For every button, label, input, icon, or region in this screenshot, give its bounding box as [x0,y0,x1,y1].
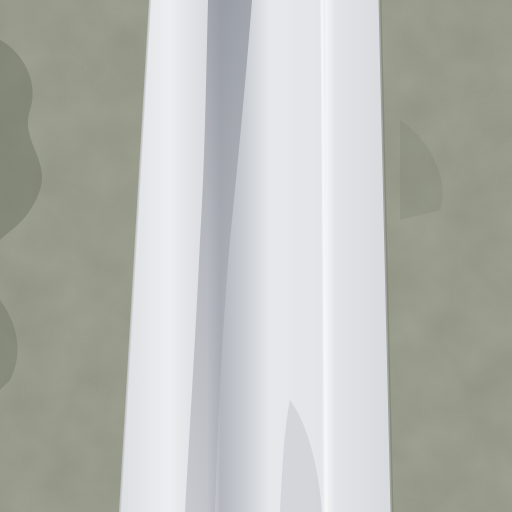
ribbon-body [120,0,392,512]
white-ribbon [120,0,392,512]
